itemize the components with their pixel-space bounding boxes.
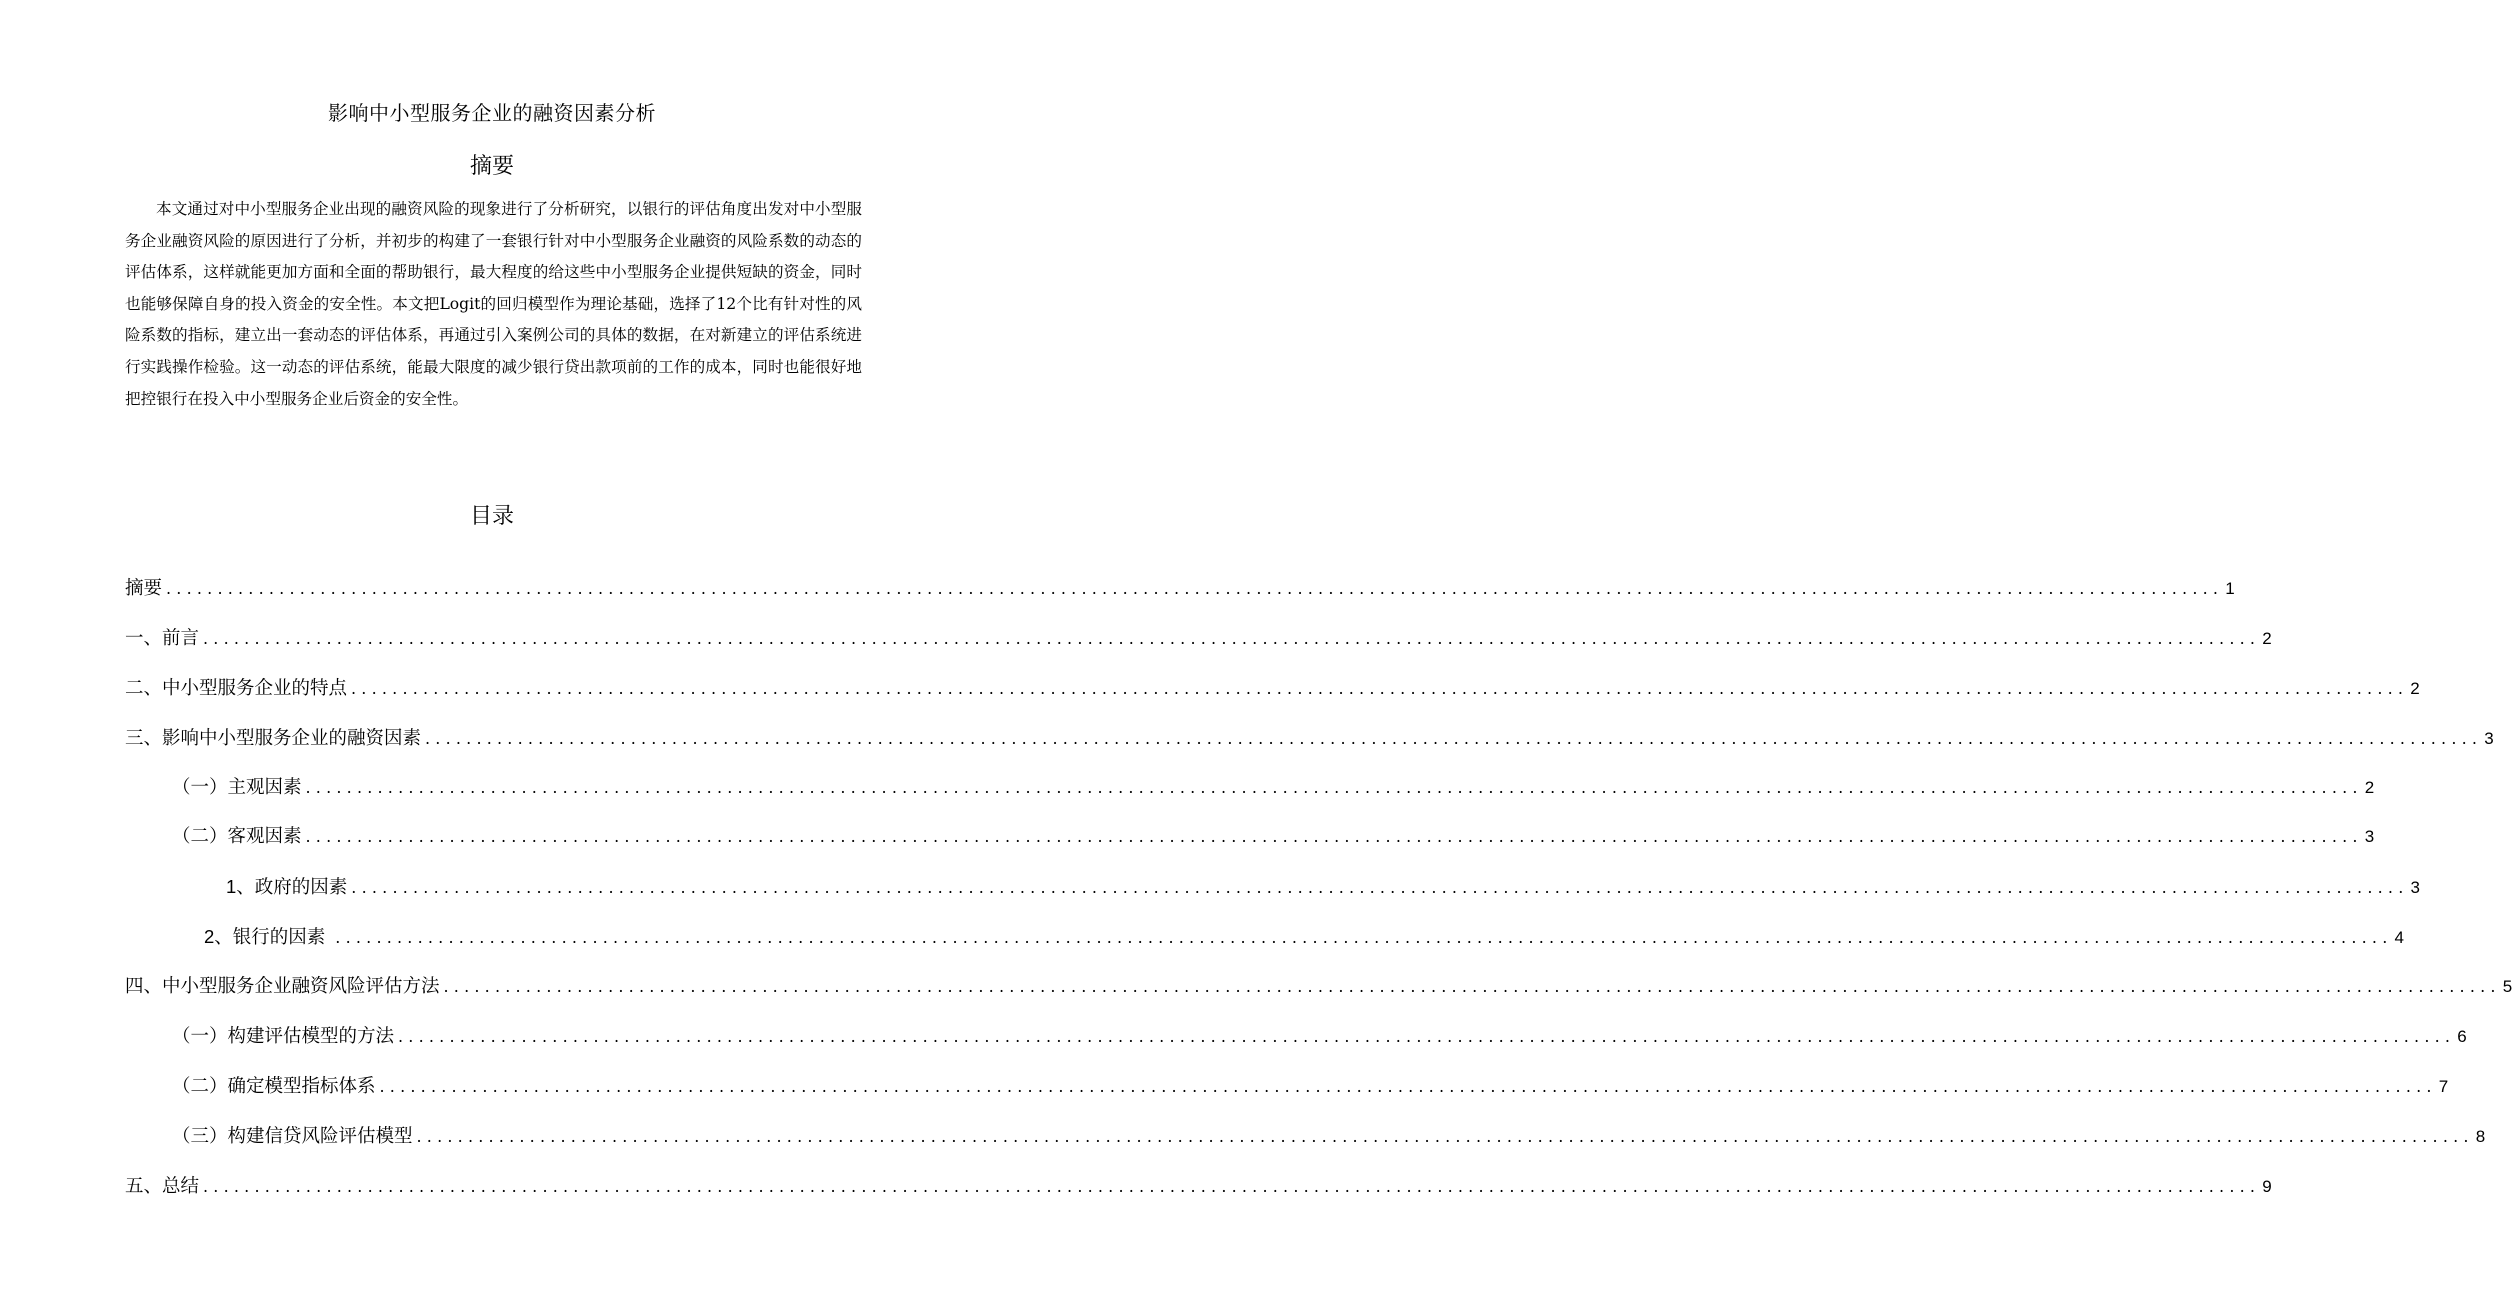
toc-entry-label: 五、总结 (125, 1176, 200, 1197)
toc-leader-dots: ........................................................................................................................................................................................................ (416, 1127, 2474, 1146)
toc-entry-label: 二、中小型服务企业的特点 (125, 678, 348, 699)
toc-entry-characteristics[interactable] (125, 672, 2420, 706)
toc-entry-abstract[interactable] (125, 572, 2235, 606)
toc-entry-page: 3 (2364, 827, 2375, 846)
toc-leader-dots: ........................................................................................................................................................................................................ (305, 827, 2363, 846)
toc-leader-dots: ........................................................................................................................................................................................................ (425, 729, 2483, 748)
toc-leader-dots: ........................................................................................................................................................................................................ (203, 629, 2261, 648)
toc-leader-dots: ........................................................................................................................................................................................................ (398, 1027, 2456, 1046)
toc-entry-page: 3 (2484, 729, 2494, 748)
toc-leader-dots: ........................................................................................................................................................................................................ (203, 1177, 2261, 1196)
toc-entry-indicator-system[interactable] (172, 1070, 2449, 1104)
toc-entry-label: 四、中小型服务企业融资风险评估方法 (125, 976, 440, 997)
toc-entry-page: 5 (2502, 977, 2512, 996)
toc-leader-dots: ........................................................................................................................................................................................................ (305, 778, 2363, 797)
toc-entry-risk-assessment-methods[interactable] (125, 970, 2512, 1004)
toc-entry-page: 7 (2438, 1077, 2449, 1096)
toc-entry-label: （二）客观因素 (172, 826, 302, 847)
toc-entry-preface[interactable] (125, 622, 2272, 656)
toc-entry-label: 2、银行的因素 (204, 926, 326, 947)
abstract-heading: 摘要 (469, 154, 514, 179)
toc-entry-label: （二）确定模型指标体系 (172, 1076, 376, 1097)
toc-entry-label: （一）构建评估模型的方法 (172, 1026, 395, 1047)
toc-entry-model-methods[interactable] (172, 1020, 2467, 1054)
toc-entry-conclusion[interactable] (125, 1170, 2272, 1204)
toc-entry-page: 1 (2225, 579, 2235, 598)
toc-entry-page: 8 (2475, 1127, 2486, 1146)
toc-entry-label: （三）构建信贷风险评估模型 (172, 1126, 413, 1147)
toc-entry-page: 6 (2457, 1027, 2467, 1046)
toc-entry-page: 9 (2262, 1177, 2272, 1196)
toc-leader-dots: ........................................................................................................................................................................................................ (379, 1077, 2437, 1096)
toc-entry-bank-factors[interactable] (204, 920, 2404, 954)
toc-entry-label: 一、前言 (125, 628, 200, 649)
toc-entry-government-factors[interactable] (226, 870, 2420, 904)
toc-leader-dots: ........................................................................................................................................................................................................ (351, 878, 2409, 897)
toc-entry-label: （一）主观因素 (172, 777, 302, 798)
abstract-body: 本文通过对中小型服务企业出现的融资风险的现象进行了分析研究，以银行的评估角度出发对中小型服务企业融资风险的原因进行了分析，并初步的构建了一套银行针对中小型服务企业融资的风险系数的动态的评估体系，这样就能更加方面和全面的帮助银行，最大程度的给这些中小型服务企业提供短缺的资金，同时也能够保障自身的投入资金的安全性。本文把Logit的回归模型作为理论基础，选择了12个比有针对性的风险系数的指标，建立出一套动态的评估体系，再通过引入案例公司的具体的数据，在对新建立的评估系统进行实践操作检验。这一动态的评估系统，能最大限度的减少银行贷出款项前的工作的成本，同时也能很好地把控银行在投入中小型服务企业后资金的安全性。 (125, 200, 862, 408)
toc-entry-subjective-factors[interactable] (172, 771, 2375, 805)
toc-entry-label: 摘要 (125, 578, 163, 599)
toc-leader-dots: ........................................................................................................................................................................................................ (351, 679, 2409, 698)
toc-leader-dots: ........................................................................................................................................................................................................ (443, 977, 2501, 996)
toc-entry-label: 1、政府的因素 (226, 876, 348, 897)
toc-heading: 目录 (469, 504, 514, 529)
document-title: 影响中小型服务企业的融资因素分析 (328, 101, 656, 125)
toc-entry-financing-factors[interactable] (125, 722, 2494, 756)
toc-entry-page: 2 (2410, 679, 2420, 698)
toc-entry-credit-risk-model[interactable] (172, 1120, 2486, 1154)
toc-entry-objective-factors[interactable] (172, 820, 2375, 854)
toc-entry-page: 3 (2410, 878, 2420, 897)
toc-leader-dots: ........................................................................................................................................................................................................ (166, 579, 2224, 598)
toc-entry-page: 2 (2262, 629, 2272, 648)
toc-entry-label: 三、影响中小型服务企业的融资因素 (125, 728, 422, 749)
toc-entry-page: 2 (2364, 778, 2375, 797)
toc-leader-dots: ........................................................................................................................................................................................................ (335, 928, 2393, 947)
toc-entry-page: 4 (2394, 928, 2404, 947)
